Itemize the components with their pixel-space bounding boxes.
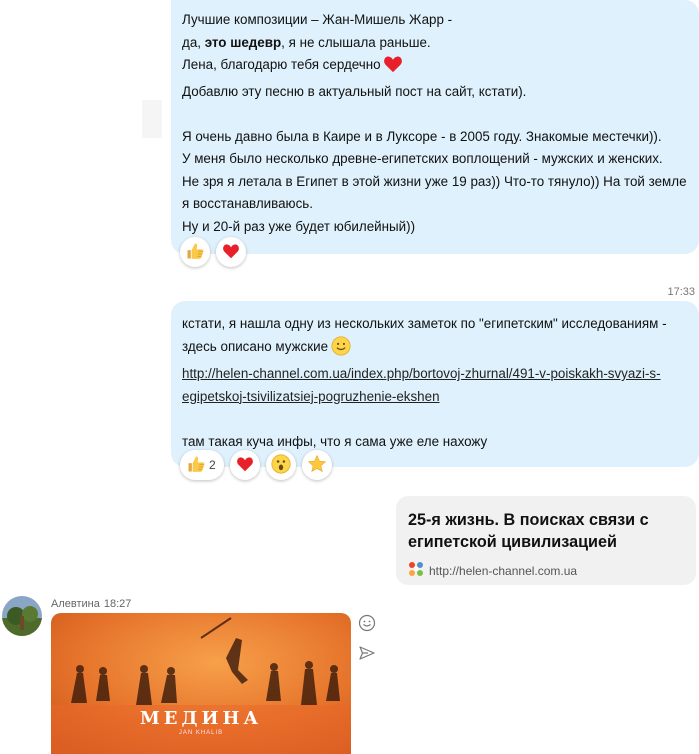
- video-thumbnail[interactable]: [51, 613, 351, 754]
- message-line: да, это шедевр, я не слышала раньше.: [182, 34, 431, 50]
- link-line[interactable]: [182, 363, 687, 386]
- reaction-thumbs-up[interactable]: [180, 450, 224, 480]
- link-preview-card[interactable]: [396, 496, 696, 585]
- smiley-icon: [331, 336, 351, 364]
- sender-time: 18:27: [103, 598, 132, 610]
- message-line: там такая куча инфы, что я сама уже еле нахожу: [182, 433, 488, 449]
- heart-icon: [383, 55, 403, 81]
- message-timestamp: 17:33: [667, 286, 695, 298]
- article-link[interactable]: http://helen-channel.com.ua/index.php/bortovoj-zhurnal/491-v-poiskakh-svyazi-s-: [182, 366, 661, 381]
- heart-icon: [222, 243, 240, 262]
- message-bubble-2[interactable]: [171, 301, 699, 467]
- message-line: Я очень давно была в Каире и в Луксоре - в 2005 году. Знакомые местечки)).: [182, 128, 662, 144]
- message-line: [182, 408, 687, 431]
- preview-title: 25-я жизнь. В поисках связи с: [408, 511, 649, 529]
- avatar[interactable]: [2, 596, 42, 636]
- message-line: Добавлю эту песню в актуальный пост на сайт, кстати).: [182, 83, 527, 99]
- reaction-star[interactable]: [302, 450, 332, 480]
- sender-name: Алевтина: [51, 598, 100, 610]
- joomla-icon: [408, 561, 424, 580]
- message-line: [182, 103, 687, 126]
- reaction-count: 2: [209, 458, 216, 472]
- sender-info: [51, 598, 131, 610]
- preview-url: http://helen-channel.com.ua: [429, 563, 578, 578]
- surprised-face-icon: [271, 454, 291, 477]
- message-line: Лучшие композиции – Жан-Мишель Жарр -: [182, 12, 453, 27]
- reaction-heart[interactable]: [230, 450, 260, 480]
- preview-title: египетской цивилизацией: [408, 533, 617, 551]
- video-title: МЕДИНА: [139, 708, 263, 729]
- link-line[interactable]: [182, 386, 687, 409]
- article-link[interactable]: egipetskoj-tsivilizatsiej-pogruzhenie-ekshen: [182, 388, 440, 404]
- reaction-thumbs-up[interactable]: [180, 237, 210, 267]
- video-subtitle: JAN KHALIB: [178, 730, 224, 736]
- emoji-reaction-icon[interactable]: [358, 614, 376, 637]
- message-line: здесь описано мужские: [182, 336, 687, 364]
- reactions-bar: [180, 237, 246, 267]
- message-line: Ну и 20-й раз уже будет юбилейный)): [182, 218, 416, 234]
- bold-text: это шедевр: [204, 34, 282, 50]
- message-line: У меня было несколько древне-египетских воплощений - мужских и женских.: [182, 151, 663, 166]
- message-line: кстати, я нашла одну из нескольких заметок по "египетским" исследованиям -: [182, 316, 667, 331]
- thumbs-up-icon: [185, 241, 205, 264]
- faded-element: [142, 100, 162, 138]
- message-bubble-1[interactable]: [171, 0, 699, 254]
- forward-icon[interactable]: [358, 644, 376, 667]
- reaction-surprised[interactable]: [266, 450, 296, 480]
- message-line: я восстанавливаюсь.: [182, 196, 313, 211]
- message-line: Лена, благодарю тебя сердечно: [182, 54, 687, 81]
- reactions-bar: [180, 450, 332, 480]
- message-line: Не зря я летала в Египет в этой жизни уже 19 раз)) Что-то тянуло)) На той земле: [182, 173, 687, 189]
- thumbs-up-icon: [186, 454, 206, 477]
- star-icon: [307, 454, 327, 477]
- reaction-heart[interactable]: [216, 237, 246, 267]
- preview-site-row: [408, 561, 684, 580]
- heart-icon: [236, 456, 254, 475]
